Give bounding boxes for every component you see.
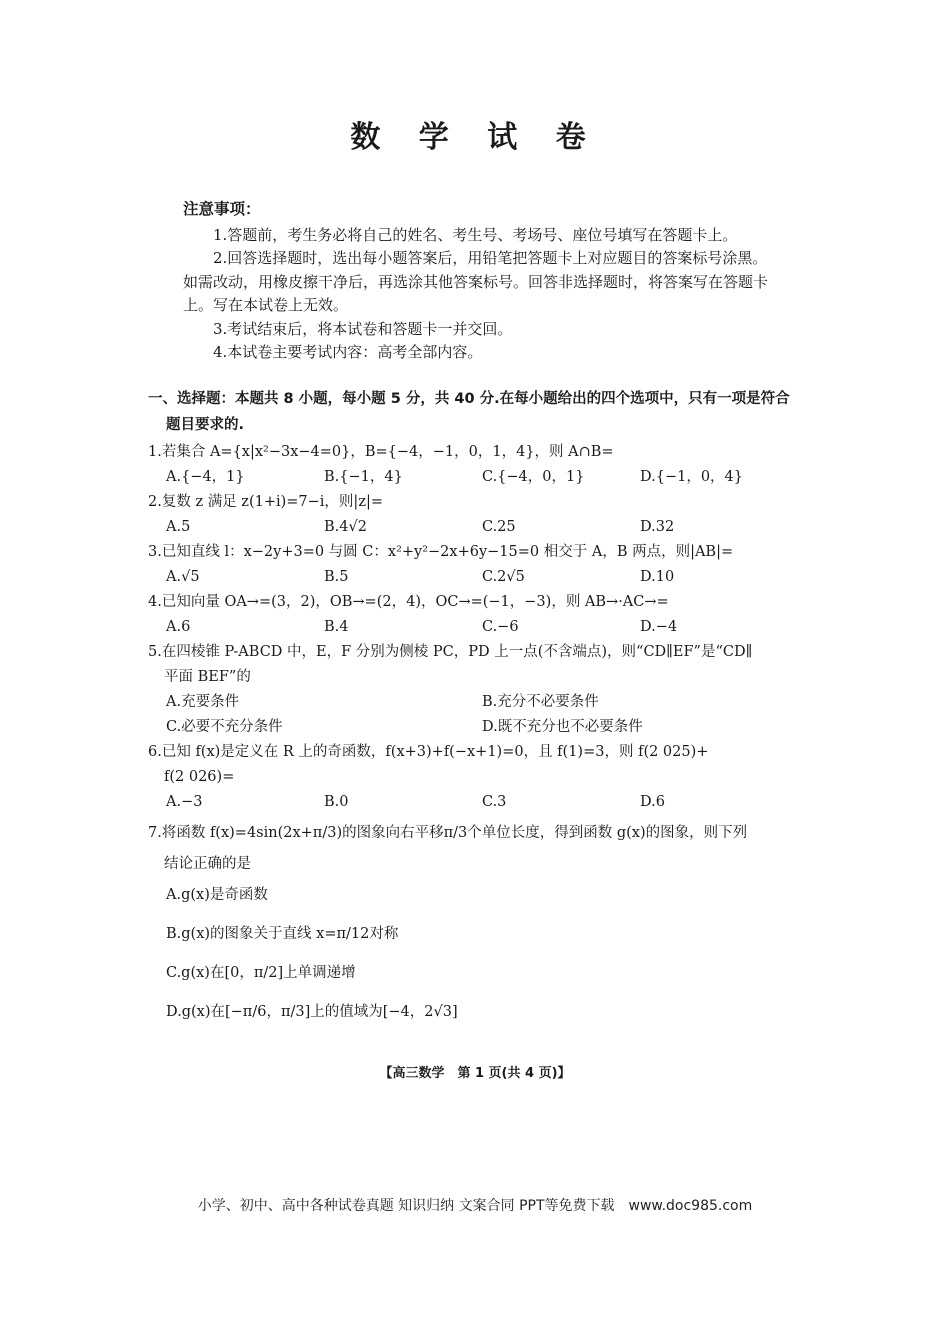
options-row bbox=[148, 615, 798, 640]
option-d: D.既不充分也不必要条件 bbox=[482, 719, 643, 735]
options-row bbox=[148, 465, 798, 490]
section-heading-line2: 题目要求的. bbox=[166, 417, 245, 433]
question-7 bbox=[148, 821, 798, 1025]
options-row bbox=[148, 715, 798, 740]
option-b: B.充分不必要条件 bbox=[482, 694, 599, 710]
option-d: D.6 bbox=[640, 794, 665, 810]
option-b: B.{−1，4} bbox=[324, 469, 403, 485]
option-c: C.2√5 bbox=[482, 569, 525, 585]
question-stem-continued: f(2 026)= bbox=[164, 769, 235, 785]
question-5 bbox=[148, 640, 798, 740]
notice-heading: 注意事项： bbox=[183, 200, 261, 218]
question-stem: 5.在四棱锥 P-ABCD 中，E，F 分别为侧棱 PC，PD 上一点(不含端点)，则“CD∥EF”是“CD∥ bbox=[148, 644, 753, 660]
option-c: C.25 bbox=[482, 519, 516, 535]
section-heading bbox=[148, 386, 798, 438]
question-stem: 7.将函数 f(x)=4sin(2x+π/3)的图象向右平移π/3个单位长度，得到函数 g(x)的图象，则下列 bbox=[148, 825, 748, 841]
question-stem-continued: 结论正确的是 bbox=[164, 856, 251, 872]
question-stem: 6.已知 f(x)是定义在 R 上的奇函数，f(x+3)+f(−x+1)=0，且 f(1)=3，则 f(2 025)+ bbox=[148, 744, 709, 760]
option-a: A.{−4，1} bbox=[166, 469, 245, 485]
question-stem: 3.已知直线 l：x−2y+3=0 与圆 C：x²+y²−2x+6y−15=0 相交于 A，B 两点，则|AB|= bbox=[148, 544, 734, 560]
option-c: C.g(x)在[0，π/2]上单调递增 bbox=[166, 965, 356, 981]
option-c: C.必要不充分条件 bbox=[166, 719, 283, 735]
option-c: C.−6 bbox=[482, 619, 519, 635]
option-d: D.g(x)在[−π/6，π/3]上的值域为[−4，2√3] bbox=[166, 1004, 458, 1020]
options-row bbox=[148, 790, 798, 815]
question-stem: 1.若集合 A={x|x²−3x−4=0}，B={−4，−1，0，1，4}，则 A∩B= bbox=[148, 444, 614, 460]
notice-item: 4.本试卷主要考试内容：高考全部内容。 bbox=[213, 343, 483, 361]
notice-item: 3.考试结束后，将本试卷和答题卡一并交回。 bbox=[213, 319, 513, 338]
option-a: A.g(x)是奇函数 bbox=[166, 887, 268, 903]
question-4 bbox=[148, 590, 798, 640]
question-2 bbox=[148, 490, 798, 540]
option-b: B.0 bbox=[324, 794, 349, 810]
question-stem: 4.已知向量 OA→=(3，2)，OB→=(2，4)，OC→=(−1，−3)，则 AB→·AC→= bbox=[148, 594, 669, 610]
exam-body bbox=[148, 386, 798, 1025]
option-b: B.4 bbox=[324, 619, 349, 635]
option-d: D.{−1，0，4} bbox=[640, 469, 743, 485]
option-a: A.√5 bbox=[166, 569, 200, 585]
question-6 bbox=[148, 740, 798, 815]
options-row bbox=[148, 565, 798, 590]
option-a: A.5 bbox=[166, 519, 191, 535]
option-b: B.g(x)的图象关于直线 x=π/12对称 bbox=[166, 926, 399, 942]
page-title: 数 学 试 卷 bbox=[350, 120, 600, 155]
option-d: D.10 bbox=[640, 569, 675, 585]
promo-banner: 小学、初中、高中各种试卷真题 知识归纳 文案合同 PPT等免费下载 www.doc985.com bbox=[197, 1198, 753, 1214]
option-b: B.5 bbox=[324, 569, 349, 585]
question-stem: 2.复数 z 满足 z(1+i)=7−i，则|z|= bbox=[148, 494, 383, 510]
options-row bbox=[148, 690, 798, 715]
question-3 bbox=[148, 540, 798, 590]
option-c: C.3 bbox=[482, 794, 507, 810]
option-a: A.−3 bbox=[166, 794, 203, 810]
notice-block bbox=[183, 198, 773, 365]
question-1 bbox=[148, 440, 798, 490]
option-b: B.4√2 bbox=[324, 519, 367, 535]
option-a: A.6 bbox=[166, 619, 191, 635]
question-stem-continued: 平面 BEF”的 bbox=[164, 669, 251, 685]
option-a: A.充要条件 bbox=[166, 694, 240, 710]
notice-item: 2.回答选择题时，选出每小题答案后，用铅笔把答题卡上对应题目的答案标号涂黑。如需改动，用橡皮擦干净后，再选涂其他答案标号。回答非选择题时，将答案写在答题卡上。写在本试卷上无效。 bbox=[183, 249, 769, 314]
option-c: C.{−4，0，1} bbox=[482, 469, 585, 485]
section-heading-line1: 一、选择题：本题共 8 小题，每小题 5 分，共 40 分.在每小题给出的四个选项中，只有一项是符合 bbox=[148, 391, 790, 407]
option-d: D.32 bbox=[640, 519, 675, 535]
notice-item: 1.答题前，考生务必将自己的姓名、考生号、考场号、座位号填写在答题卡上。 bbox=[213, 225, 738, 244]
option-d: D.−4 bbox=[640, 619, 678, 635]
page-footer: 【高三数学 第 1 页(共 4 页)】 bbox=[379, 1066, 571, 1081]
options-row bbox=[148, 515, 798, 540]
